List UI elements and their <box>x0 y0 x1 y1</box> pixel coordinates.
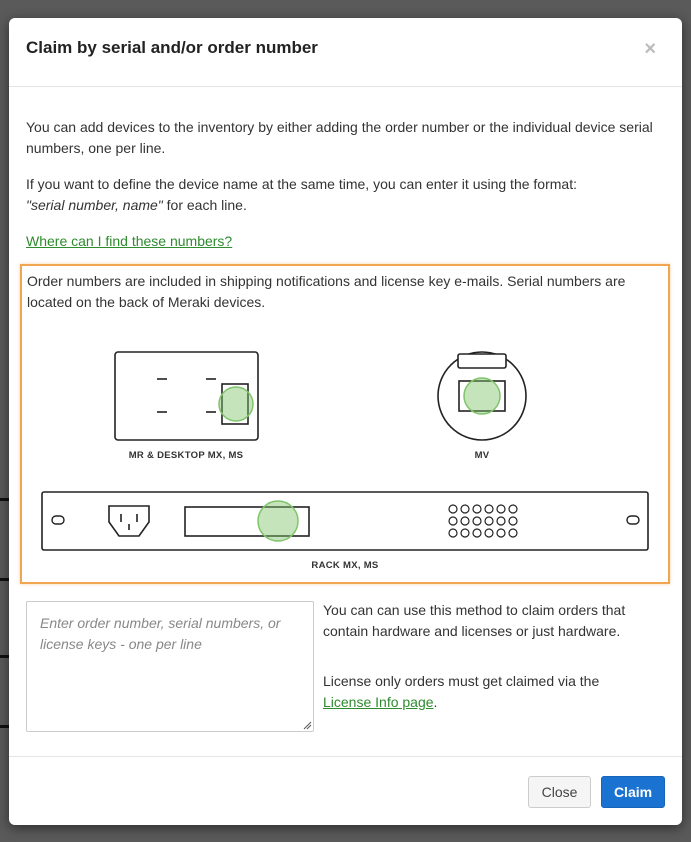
rack-device-label: RACK MX, MS <box>311 560 379 571</box>
intro-format-prefix: If you want to define the device name at the same time, you can enter it using the format: <box>26 176 577 192</box>
serial-location-info-box <box>20 264 670 584</box>
modal-header <box>9 18 682 87</box>
serial-marker-icon <box>258 501 298 541</box>
intro-format-example: "serial number, name" <box>26 197 163 213</box>
modal-title: Claim by serial and/or order number <box>26 38 318 57</box>
device-diagrams <box>22 266 668 582</box>
intro-paragraph-2 <box>26 174 666 216</box>
intro-format-suffix: for each line. <box>162 197 247 213</box>
close-icon[interactable]: × <box>644 38 656 60</box>
claim-numbers-input[interactable] <box>26 601 314 732</box>
rack-device-diagram <box>42 492 648 571</box>
license-info-prefix: License only orders must get claimed via the <box>323 673 600 689</box>
resize-handle-icon[interactable] <box>302 720 312 730</box>
license-info-page-link[interactable]: License Info page <box>323 694 434 710</box>
background-divider <box>0 578 9 581</box>
mv-device-label: MV <box>474 450 490 461</box>
intro-paragraph-1: You can add devices to the inventory by either adding the order number or the individual device serial numbers, one per line. <box>26 119 653 156</box>
desktop-device-diagram <box>115 352 258 461</box>
claim-method-info: You can can use this method to claim orders that contain hardware and licenses or just hardware. <box>323 602 626 639</box>
find-numbers-link[interactable]: Where can I find these numbers? <box>26 233 233 249</box>
background-divider <box>0 725 9 728</box>
close-button[interactable]: Close <box>528 776 591 808</box>
desktop-device-label: MR & DESKTOP MX, MS <box>128 450 244 461</box>
claim-button[interactable]: Claim <box>601 776 665 808</box>
mv-device-diagram <box>438 352 526 461</box>
claim-modal <box>9 18 682 825</box>
license-info-suffix: . <box>433 694 438 710</box>
serial-marker-icon <box>219 387 253 421</box>
background-divider <box>0 655 9 658</box>
background-divider <box>0 498 9 501</box>
license-only-info <box>323 671 653 713</box>
info-text: Order numbers are included in shipping notifications and license key e-mails. Serial numbers are located on the back of Meraki devices. <box>27 273 626 310</box>
modal-footer <box>9 756 682 757</box>
serial-marker-icon <box>464 378 500 414</box>
